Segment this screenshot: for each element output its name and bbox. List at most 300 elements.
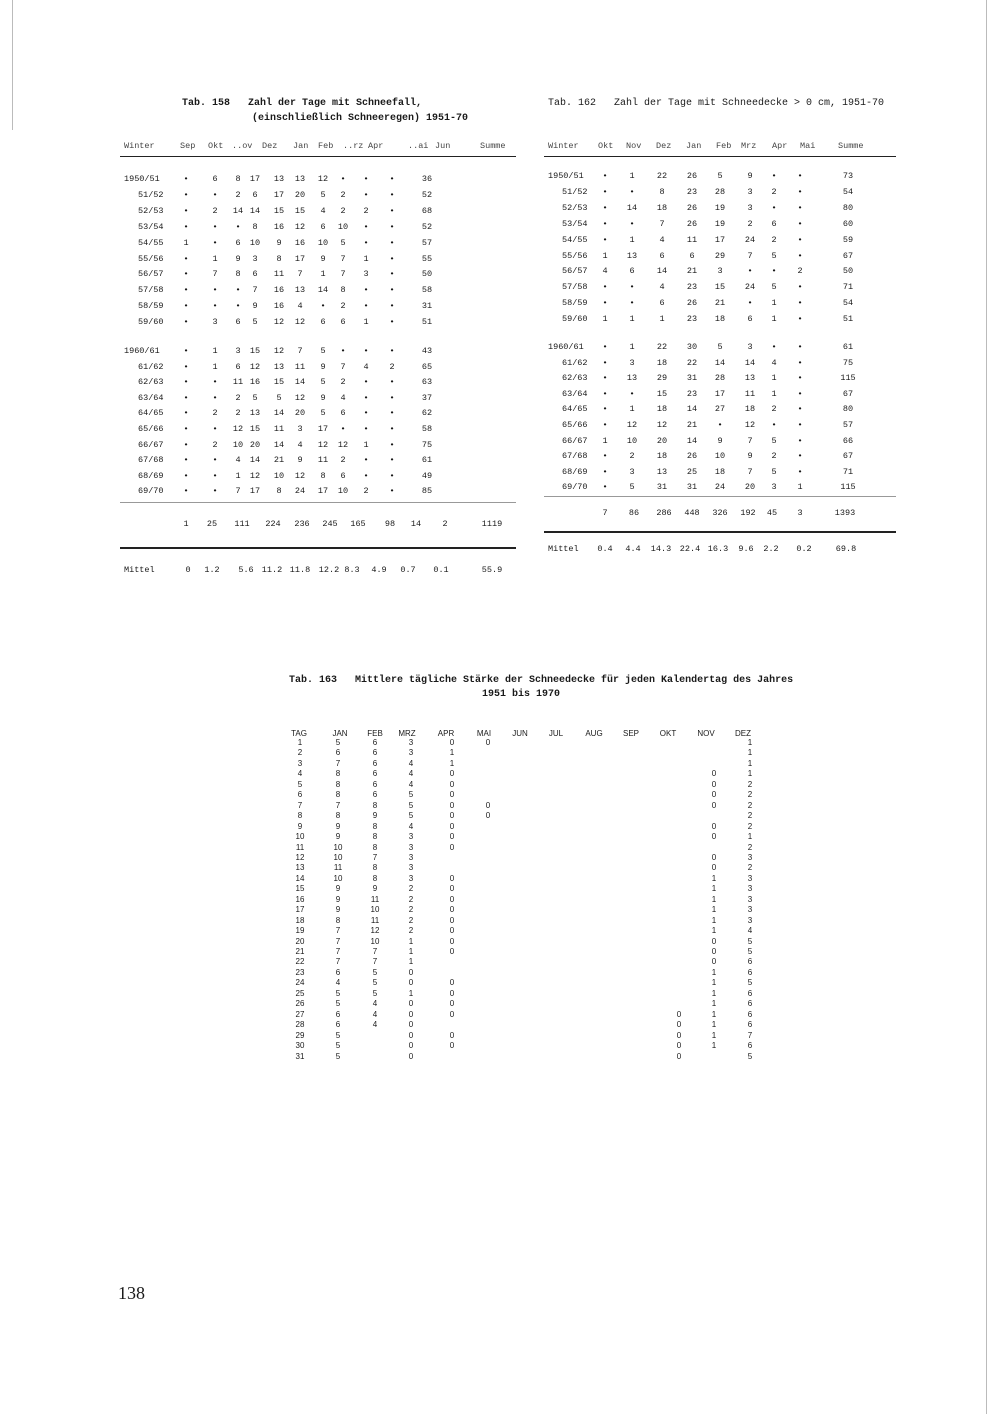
tab163-cell: 4 — [408, 758, 414, 768]
tab163-cell: 1 — [711, 999, 717, 1009]
tab162-cell: 60 — [842, 218, 854, 229]
tab162-cell: • — [797, 404, 803, 415]
tab158-total-cell: 14 — [410, 519, 422, 529]
tab162-total-cell: 45 — [766, 508, 778, 518]
tab158-sum-rule — [120, 502, 516, 503]
tab163-cell: 0 — [449, 894, 455, 904]
tab162-cell: 75 — [842, 357, 854, 368]
tab158-total-cell: 165 — [350, 519, 366, 529]
tab158-cell: • — [212, 285, 218, 296]
tab163-cell: 2 — [747, 811, 753, 821]
tab158-cell: 9 — [276, 237, 282, 248]
tab163-cell: 7 — [335, 957, 341, 967]
tab158-cell: • — [212, 486, 218, 497]
tab158-cell: • — [389, 408, 395, 419]
tab158-cell: • — [363, 285, 369, 296]
tab162-cell: 3 — [747, 202, 753, 213]
tab163-cell: 7 — [335, 947, 341, 956]
tab158-cell: 3 — [363, 269, 369, 280]
tab162-total-cell: 3 — [797, 508, 803, 518]
tab163-cell: 0 — [408, 1041, 414, 1051]
tab158-total-cell: 98 — [384, 519, 396, 529]
tab158-cell: 17 — [273, 189, 285, 200]
tab163-cell: 0 — [449, 811, 455, 821]
tab158-cell: • — [212, 470, 218, 481]
tab158-cell: 5 — [320, 408, 326, 419]
tab162-cell: • — [602, 186, 608, 197]
tab158-cell: 9 — [235, 253, 241, 264]
tab162-cell: 20 — [744, 482, 756, 493]
tab158-cell: 6 — [252, 269, 258, 280]
right-scan-edge — [986, 0, 987, 1414]
tab162-winter-label: 65/66 — [562, 420, 588, 430]
tab162-cell: 17 — [714, 388, 726, 399]
tab158-cell: 6 — [320, 317, 326, 328]
tab158-cell: • — [340, 174, 346, 184]
tab158-cell: 4 — [297, 439, 303, 450]
tab158-cell: 85 — [421, 486, 433, 497]
tab158-cell: • — [389, 221, 395, 232]
tab158-cell: 10 — [337, 486, 349, 497]
tab163-cell: 2 — [747, 800, 753, 810]
tab163-col-header: AUG — [585, 729, 603, 738]
tab158-col-header: ..ai — [408, 141, 429, 151]
tab162-cell: 5 — [771, 282, 777, 293]
tab163-cell: 6 — [372, 758, 378, 768]
tab158-cell: 2 — [363, 205, 369, 216]
tab162-cell: 67 — [842, 451, 854, 462]
tab158-cell: 3 — [252, 253, 258, 264]
tab158-cell: 20 — [294, 189, 306, 200]
tab163-cell: 0 — [408, 967, 414, 977]
tab158-cell: 13 — [294, 285, 306, 296]
tab158-winter-label: 58/59 — [138, 301, 164, 312]
tab158-cell: 11 — [294, 361, 306, 372]
tab162-cell: • — [602, 482, 608, 493]
tab158-cell: 6 — [235, 317, 241, 328]
tab158-cell: 6 — [340, 470, 346, 481]
tab158-mittel-cell: 1.2 — [204, 565, 220, 575]
tab163-cell: 1 — [747, 769, 753, 779]
tab163-cell: 6 — [372, 769, 378, 779]
tab162-total-cell: 448 — [684, 508, 700, 518]
tab162-mittel-cell: 0.2 — [796, 544, 812, 554]
tab158-cell: 8 — [276, 486, 282, 497]
tab158-cell: • — [212, 392, 218, 403]
tab158-cell: 11 — [232, 377, 244, 388]
tab162-cell: 51 — [842, 314, 854, 325]
tab158-cell: 6 — [340, 317, 346, 328]
tab163-cell: 7 — [372, 852, 378, 862]
tab158-winter-label: 61/62 — [138, 361, 164, 372]
tab163-cell: 1 — [747, 748, 753, 758]
tab158-cell: • — [340, 346, 346, 356]
tab158-cell: • — [389, 174, 395, 184]
tab163-cell: 11 — [333, 863, 343, 873]
tab162-mittel-cell: 69.8 — [835, 544, 857, 554]
tab163-cell: 0 — [449, 769, 455, 779]
tab163-cell: 8 — [372, 821, 378, 831]
tab158-winter-label: 1960/61 — [124, 346, 160, 356]
tab162-winter-label: 59/60 — [562, 314, 588, 325]
tab163-cell: 0 — [485, 738, 491, 747]
tab162-cell: 18 — [656, 357, 668, 368]
tab163-cell: 25 — [295, 988, 305, 998]
tab158-col-header: Apr — [368, 141, 384, 151]
tab162-cell: 18 — [714, 466, 726, 477]
tab162-cell: • — [629, 388, 635, 399]
tab162-cell: 80 — [842, 202, 854, 213]
tab158-mittel-cell: 0.7 — [400, 565, 416, 575]
tab162-cell: 23 — [686, 388, 698, 399]
tab162-cell: 22 — [686, 357, 698, 368]
tab158-cell: • — [212, 237, 218, 248]
tab158-cell: • — [183, 439, 189, 450]
tab158-winter-label: 53/54 — [138, 221, 164, 232]
tab162-winter-label: 69/70 — [562, 482, 588, 493]
tab158-cell: • — [183, 346, 189, 356]
tab158-cell: • — [320, 301, 326, 312]
tab162-cell: • — [797, 451, 803, 462]
tab158-cell: • — [183, 285, 189, 296]
tab158-title-line1: Tab. 158 Zahl der Tage mit Schneefall, — [182, 98, 423, 109]
tab163-cell: 6 — [747, 967, 753, 977]
tab163-cell: 3 — [408, 852, 414, 862]
tab162-cell: 5 — [771, 466, 777, 477]
tab162-cell: 14 — [686, 435, 698, 446]
tab158-cell: 2 — [340, 377, 346, 388]
tab163-cell: 8 — [297, 811, 303, 821]
tab162-cell: • — [629, 186, 635, 197]
tab158-cell: 12 — [249, 361, 261, 372]
tab158-col-header: Okt — [208, 141, 224, 151]
tab158-cell: 58 — [421, 424, 433, 434]
tab158-cell: 50 — [421, 269, 433, 280]
tab163-cell: 6 — [747, 988, 753, 998]
tab158-cell: • — [183, 221, 189, 232]
tab163-cell: 27 — [295, 1009, 305, 1019]
tab163-cell: 5 — [335, 1030, 341, 1040]
tab162-cell: • — [629, 218, 635, 229]
tab158-cell: 16 — [273, 301, 285, 312]
tab162-cell: 9 — [747, 451, 753, 462]
tab163-cell: 0 — [449, 988, 455, 998]
tab163-cell: 1 — [711, 926, 717, 936]
tab162-cell: 1 — [659, 314, 665, 325]
tab162-mittel-cell: 2.2 — [763, 544, 779, 554]
tab158-winter-label: 66/67 — [138, 439, 164, 450]
tab163-cell: 2 — [747, 821, 753, 831]
tab163-cell: 22 — [295, 957, 305, 967]
tab163-cell: 6 — [372, 748, 378, 758]
tab158-cell: • — [183, 301, 189, 312]
tab162-cell: • — [771, 171, 777, 181]
tab163-cell: 0 — [449, 915, 455, 925]
tab162-cell: 4 — [659, 234, 665, 245]
tab163-cell: 0 — [485, 800, 491, 810]
tab163-cell: 17 — [295, 905, 305, 915]
tab163-cell: 10 — [333, 852, 343, 862]
tab163-title-line1: Tab. 163 Mittlere tägliche Stärke der Schneedecke für jeden Kalendertag des Jahres — [289, 675, 794, 686]
tab158-cell: • — [183, 189, 189, 200]
tab163-cell: 4 — [408, 769, 414, 779]
tab158-cell: • — [235, 221, 241, 232]
tab162-cell: 67 — [842, 250, 854, 261]
tab163-cell: 10 — [333, 873, 343, 883]
tab158-cell: • — [363, 424, 369, 434]
tab162-cell: 12 — [626, 420, 638, 430]
tab163-cell: 8 — [335, 769, 341, 779]
tab158-cell: 2 — [212, 439, 218, 450]
tab163-cell: 9 — [335, 832, 341, 842]
tab163-cell: 1 — [711, 1041, 717, 1051]
tab158-cell: • — [212, 301, 218, 312]
tab162-cell: 12 — [744, 420, 756, 430]
tab162-cell: 57 — [842, 420, 854, 430]
tab162-cell: 14 — [626, 202, 638, 213]
tab158-cell: • — [389, 346, 395, 356]
tab158-cell: 9 — [320, 392, 326, 403]
tab158-cell: 8 — [235, 174, 241, 184]
tab162-cell: • — [602, 404, 608, 415]
tab163-cell: 0 — [676, 1030, 682, 1040]
tab158-cell: 37 — [421, 392, 433, 403]
tab158-cell: 7 — [340, 253, 346, 264]
tab163-cell: 0 — [711, 779, 717, 789]
tab163-cell: 8 — [372, 842, 378, 852]
tab162-cell: • — [797, 282, 803, 293]
tab163-cell: 0 — [711, 821, 717, 831]
tab162-cell: • — [771, 342, 777, 352]
tab163-cell: 3 — [408, 873, 414, 883]
tab162-cell: 1 — [629, 404, 635, 415]
tab158-cell: 1 — [212, 361, 218, 372]
tab162-winter-label: 52/53 — [562, 202, 588, 213]
tab162-cell: • — [602, 388, 608, 399]
tab162-cell: • — [797, 373, 803, 384]
tab163-col-header: DEZ — [735, 729, 751, 738]
tab158-mittel-cell: 0.1 — [433, 565, 449, 575]
tab158-cell: 6 — [252, 189, 258, 200]
tab158-total-cell: 236 — [294, 519, 310, 529]
tab163-cell: 1 — [711, 1009, 717, 1019]
tab163-cell: 8 — [372, 832, 378, 842]
tab158-cell: 36 — [421, 174, 433, 184]
tab158-cell: • — [389, 205, 395, 216]
tab162-col-header: Summe — [838, 141, 864, 151]
tab162-cell: • — [629, 282, 635, 293]
tab162-winter-label: 58/59 — [562, 298, 588, 309]
tab163-cell: 1 — [711, 873, 717, 883]
tab158-cell: 5 — [276, 392, 282, 403]
tab163-cell: 6 — [372, 779, 378, 789]
tab158-cell: 9 — [320, 361, 326, 372]
tab163-cell: 3 — [408, 863, 414, 873]
tab158-cell: 75 — [421, 439, 433, 450]
tab158-cell: 4 — [320, 205, 326, 216]
tab162-winter-label: 51/52 — [562, 186, 588, 197]
tab162-cell: 15 — [656, 388, 668, 399]
tab162-cell: 1 — [771, 373, 777, 384]
tab163-cell: 5 — [335, 738, 341, 747]
tab163-cell: 3 — [747, 884, 753, 894]
tab158-mittel-label: Mittel — [124, 565, 155, 575]
tab158-cell: 6 — [235, 237, 241, 248]
tab158-cell: 8 — [235, 269, 241, 280]
tab163-cell: 0 — [449, 1009, 455, 1019]
tab163-cell: 0 — [408, 999, 414, 1009]
tab163-cell: 0 — [711, 936, 717, 946]
tab163-cell: 11 — [370, 915, 380, 925]
tab162-cell: 54 — [842, 298, 854, 309]
tab158-col-header: Summe — [480, 141, 506, 151]
tab162-cell: 6 — [659, 298, 665, 309]
tab163-cell: 31 — [295, 1051, 305, 1061]
tab158-cell: 15 — [273, 205, 285, 216]
tab163-cell: 0 — [711, 790, 717, 800]
tab163-col-header: JUL — [548, 729, 564, 738]
tab162-cell: 67 — [842, 388, 854, 399]
tab158-cell: 6 — [340, 408, 346, 419]
tab158-cell: 2 — [340, 205, 346, 216]
tab162-total-cell: 326 — [712, 508, 728, 518]
tab162-cell: 21 — [686, 266, 698, 277]
tab158-cell: 15 — [273, 377, 285, 388]
tab158-cell: 12 — [232, 424, 244, 434]
tab163-cell: 7 — [335, 936, 341, 946]
tab163-col-header: APR — [437, 729, 455, 738]
tab158-cell: 14 — [249, 205, 261, 216]
tab158-col-header: Dez — [262, 141, 278, 151]
tab163-cell: 0 — [408, 1051, 414, 1061]
tab163-cell: 0 — [449, 842, 455, 852]
tab158-cell: • — [183, 205, 189, 216]
tab162-cell: • — [797, 186, 803, 197]
tab162-cell: 10 — [714, 451, 726, 462]
tab163-cell: 3 — [408, 842, 414, 852]
tab158-winter-label: 57/58 — [138, 285, 164, 296]
tab158-cell: • — [183, 317, 189, 328]
tab162-cell: • — [602, 451, 608, 462]
tab163-cell: 0 — [676, 1051, 682, 1061]
tab158-cell: • — [212, 221, 218, 232]
tab158-cell: 1 — [363, 253, 369, 264]
tab163-cell: 2 — [408, 884, 414, 894]
tab162-winter-label: 55/56 — [562, 250, 588, 261]
tab158-cell: 31 — [421, 301, 433, 312]
tab163-cell: 9 — [372, 884, 378, 894]
tab158-mittel-cell: 5.6 — [238, 565, 254, 575]
tab162-cell: 31 — [656, 482, 668, 493]
tab158-cell: 11 — [273, 269, 285, 280]
tab162-winter-label: 68/69 — [562, 466, 588, 477]
tab162-cell: 31 — [686, 482, 698, 493]
tab163-cell: 3 — [747, 873, 753, 883]
tab162-cell: 115 — [840, 373, 856, 384]
tab162-winter-label: 1960/61 — [548, 342, 584, 352]
tab163-cell: 0 — [449, 738, 455, 747]
tab163-cell: 13 — [295, 863, 305, 873]
tab158-cell: • — [235, 285, 241, 296]
tab163-cell: 1 — [711, 905, 717, 915]
tab163-cell: 0 — [449, 1041, 455, 1051]
tab162-cell: • — [771, 420, 777, 430]
tab163-cell: 6 — [335, 748, 341, 758]
tab158-cell: 2 — [340, 189, 346, 200]
tab158-cell: • — [363, 237, 369, 248]
tab158-cell: • — [363, 455, 369, 466]
tab158-cell: • — [183, 408, 189, 419]
tab163-cell: 1 — [711, 884, 717, 894]
tab158-cell: 16 — [294, 237, 306, 248]
tab162-cell: 4 — [771, 357, 777, 368]
tab163-cell: 0 — [449, 905, 455, 915]
tab158-winter-label: 67/68 — [138, 455, 164, 466]
tab158-header-rule — [120, 156, 516, 157]
tab158-cell: 2 — [340, 455, 346, 466]
tab162-winter-label: 57/58 — [562, 282, 588, 293]
tab163-cell: 8 — [335, 915, 341, 925]
tab158-total-cell: 1119 — [481, 519, 503, 529]
tab162-cell: 8 — [659, 186, 665, 197]
tab158-cell: 12 — [294, 392, 306, 403]
tab158-cell: 21 — [273, 455, 285, 466]
tab162-cell: 3 — [747, 186, 753, 197]
tab163-cell: 0 — [449, 884, 455, 894]
tab158-cell: 10 — [317, 237, 329, 248]
tab163-cell: 5 — [408, 800, 414, 810]
tab158-cell: 15 — [249, 346, 261, 356]
tab158-cell: 65 — [421, 361, 433, 372]
tab162-winter-label: 61/62 — [562, 357, 588, 368]
tab158-mittel-cell: 4.9 — [371, 565, 387, 575]
tab158-cell: 55 — [421, 253, 433, 264]
tab162-cell: 3 — [629, 357, 635, 368]
tab158-cell: • — [183, 253, 189, 264]
tab162-cell: 61 — [842, 342, 854, 352]
tab158-cell: • — [389, 455, 395, 466]
tab162-cell: 3 — [717, 266, 723, 277]
tab158-cell: • — [363, 301, 369, 312]
tab158-cell: 7 — [252, 285, 258, 296]
tab158-total-cell: 245 — [322, 519, 338, 529]
tab162-cell: • — [602, 298, 608, 309]
tab158-cell: 10 — [337, 221, 349, 232]
tab158-cell: • — [389, 486, 395, 497]
tab162-cell: • — [797, 171, 803, 181]
tab162-cell: • — [797, 218, 803, 229]
tab163-cell: 8 — [372, 800, 378, 810]
tab162-cell: • — [797, 420, 803, 430]
tab163-cell: 1 — [711, 1020, 717, 1030]
tab158-cell: • — [235, 301, 241, 312]
tab158-winter-label: 65/66 — [138, 424, 164, 434]
tab163-cell: 1 — [711, 978, 717, 988]
tab162-cell: • — [797, 250, 803, 261]
tab162-cell: 115 — [840, 482, 856, 493]
tab163-cell: 8 — [335, 811, 341, 821]
tab162-cell: • — [602, 171, 608, 181]
tab162-cell: 9 — [747, 171, 753, 181]
tab163-cell: 5 — [372, 978, 378, 988]
tab158-cell: 12 — [294, 470, 306, 481]
tab163-cell: 24 — [295, 978, 305, 988]
tab158-cell: 2 — [212, 205, 218, 216]
tab158-cell: 63 — [421, 377, 433, 388]
tab162-cell: 7 — [747, 466, 753, 477]
tab162-cell: 4 — [602, 266, 608, 277]
tab162-cell: 19 — [714, 202, 726, 213]
